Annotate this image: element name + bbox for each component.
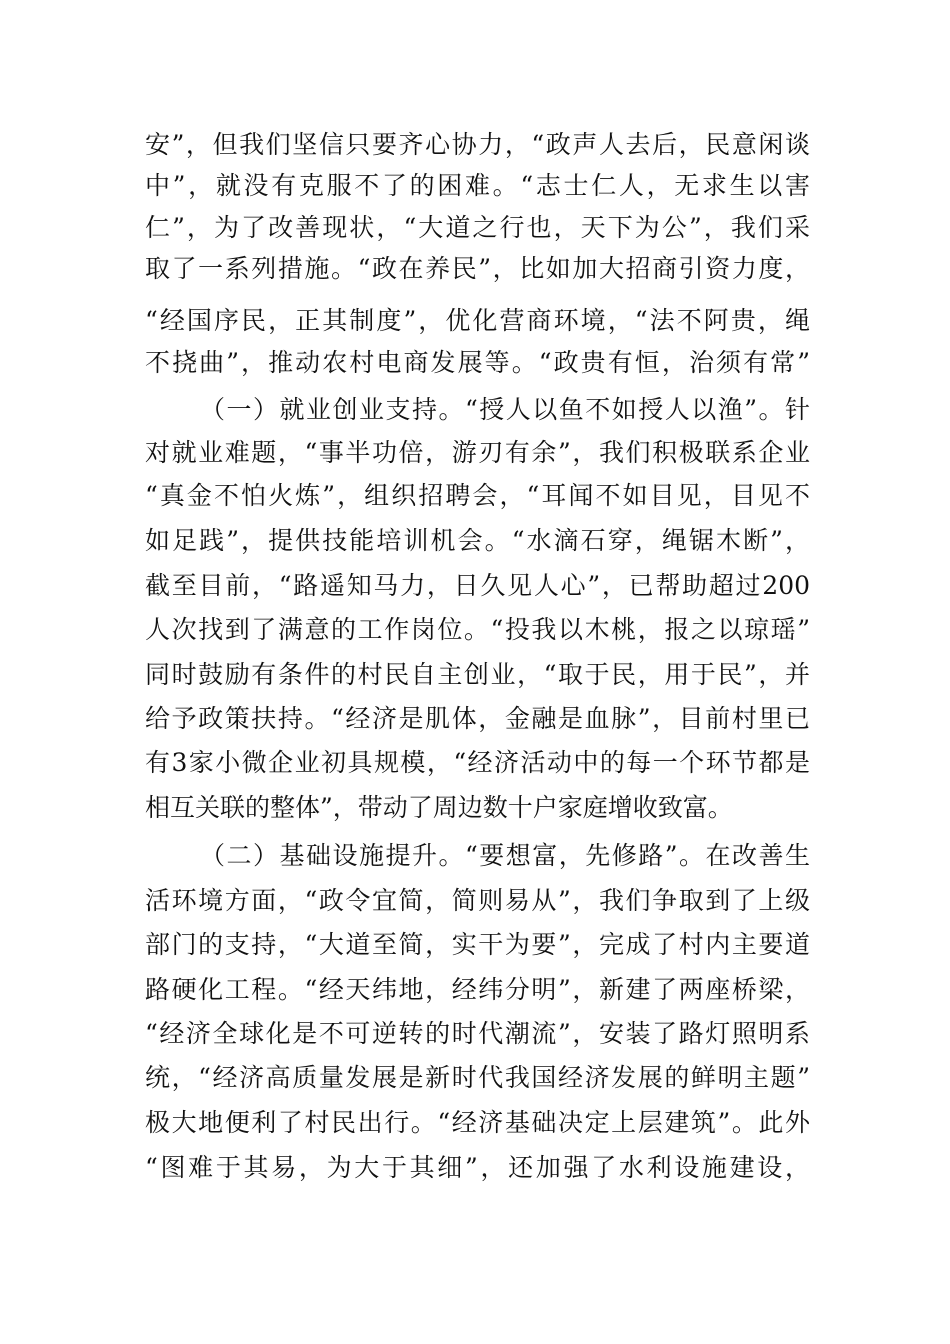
text-line: 有3家小微企业初具规模，“经济活动中的每一个环节都是 — [145, 748, 810, 777]
text-line: “真金不怕火炼”，组织招聘会，“耳闻不如目见，目见不 — [145, 481, 810, 510]
text-line: 截至目前，“路遥知马力，日久见人心”，已帮助超过200 — [145, 571, 810, 600]
text-line: 取了一系列措施。“政在养民”，比如加大招商引资力度， — [145, 254, 810, 283]
text-line: 安”，但我们坚信只要齐心协力，“政声人去后，民意闲谈 — [145, 130, 810, 159]
text-line: 不挠曲”，推动农村电商发展等。“政贵有恒，治须有常” — [145, 348, 810, 377]
text-line: 路硬化工程。“经天纬地，经纬分明”，新建了两座桥梁， — [145, 975, 810, 1004]
text-line: “经济全球化是不可逆转的时代潮流”，安装了路灯照明系 — [145, 1019, 810, 1048]
section-heading-line: （二）基础设施提升。“要想富，先修路”。在改善生 — [200, 841, 810, 870]
text-line: “图难于其易，为大于其细”，还加强了水利设施建设， — [145, 1153, 810, 1182]
text-line: 部门的支持，“大道至简，实干为要”，完成了村内主要道 — [145, 930, 810, 959]
text-line: 统，“经济高质量发展是新时代我国经济发展的鲜明主题” — [145, 1063, 810, 1092]
text-line: 对就业难题，“事半功倍，游刃有余”，我们积极联系企业 — [145, 438, 810, 467]
text-line: 仁”，为了改善现状，“大道之行也，天下为公”，我们采 — [145, 213, 810, 242]
text-line: 如足践”，提供技能培训机会。“水滴石穿，绳锯木断”， — [145, 526, 810, 555]
text-line: 人次找到了满意的工作岗位。“投我以木桃，报之以琼瑶” — [145, 615, 810, 644]
text-line: 同时鼓励有条件的村民自主创业，“取于民，用于民”，并 — [145, 660, 810, 689]
text-line: 中”，就没有克服不了的困难。“志士仁人，无求生以害 — [145, 171, 810, 200]
text-line: “经国序民，正其制度”，优化营商环境，“法不阿贵，绳 — [145, 306, 810, 335]
text-line: 相互关联的整体”，带动了周边数十户家庭增收致富。 — [145, 793, 733, 822]
text-line: 活环境方面，“政令宜简，简则易从”，我们争取到了上级 — [145, 886, 810, 915]
text-line: 极大地便利了村民出行。“经济基础决定上层建筑”。此外 — [145, 1108, 810, 1137]
text-line: 给予政策扶持。“经济是肌体，金融是血脉”，目前村里已 — [145, 704, 810, 733]
section-heading-line: （一）就业创业支持。“授人以鱼不如授人以渔”。针 — [200, 395, 810, 424]
